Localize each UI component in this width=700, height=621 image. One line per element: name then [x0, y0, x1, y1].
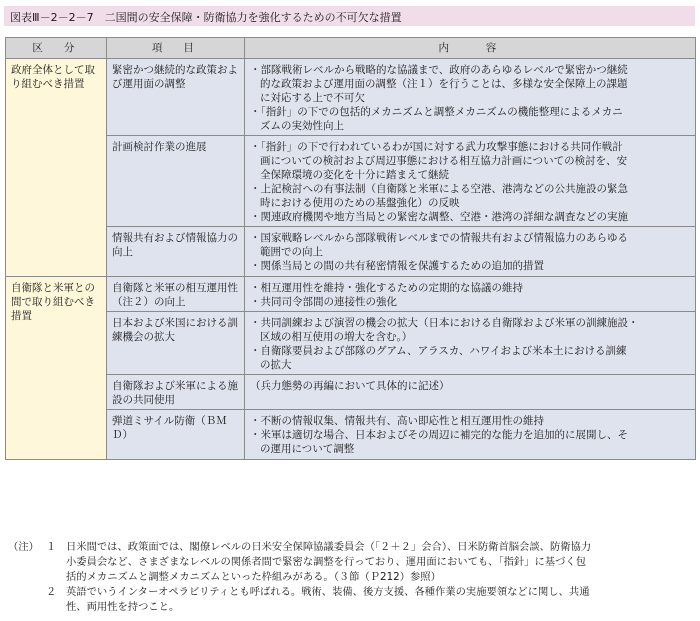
content-line: ・国家戦略レベルから部隊戦術レベルまでの情報共有および情報協力のあらゆる — [250, 232, 628, 244]
footnote-line: 性、両用性を持つこと。 — [66, 601, 180, 613]
content-line: ・米軍は適切な場合、日本およびその周辺に補完的な能力を追加的に展開し、そ — [250, 429, 628, 441]
footnote-line: 括的メカニズムと調整メカニズムといった枠組みがある。（３節（Ｐ212）参照） — [66, 571, 441, 583]
footnote — [8, 540, 696, 585]
content-line: 画についての検討および周辺事態における相互協力計画についての検討を、安 — [260, 155, 628, 167]
content-line: ・共同訓練および演習の機会の拡大（日本における自衛隊および米軍の訓練施設・ — [250, 317, 639, 329]
content-line: （兵力態勢の再編において具体的に記述） — [250, 380, 450, 392]
footnote-line: 日米間では、政策面では、閣僚レベルの日米安全保障協議委員会（「２＋２」会合）、日米防衛首脳会談、防衛協力 — [66, 541, 592, 553]
header-row — [6, 38, 696, 59]
footnote-line: 英語でいうインターオペラビリティとも呼ばれる。戦術、装備、後方支援、各種作業の実施要領などに関し、共通 — [66, 586, 590, 598]
table-row — [6, 227, 696, 277]
content-cell — [245, 375, 696, 410]
content-line: ・相互運用性を維持・強化するための定期的な協議の維持 — [250, 282, 523, 294]
item-cell: 計画検討作業の進展 — [107, 136, 245, 227]
footnote-label — [8, 585, 46, 615]
item-cell: 緊密かつ継続的な政策および運用面の調整 — [107, 59, 245, 136]
table-row — [6, 59, 696, 136]
content-cell — [245, 312, 696, 375]
content-line: 範囲での向上 — [260, 246, 323, 258]
content-cell — [245, 410, 696, 460]
content-line: ・不断の情報収集、情報共有、高い即応性と相互運用性の維持 — [250, 415, 544, 427]
content-line: の拡大 — [260, 359, 292, 371]
table-row — [6, 410, 696, 460]
content-line: ・「指針」の下での包括的メカニズムと調整メカニズムの機能整理によるメカニ — [250, 106, 623, 118]
item-cell: 自衛隊と米軍の相互運用性（注２）の向上 — [107, 277, 245, 312]
footnote-number: ２ — [46, 586, 57, 598]
measures-table — [5, 37, 696, 460]
content-cell — [245, 59, 696, 136]
table-body — [6, 59, 696, 460]
footnote-label: （注） — [8, 541, 39, 553]
content-line: に対応する上で不可欠 — [260, 92, 365, 104]
content-line: ・共同司令部間の連接性の強化 — [250, 296, 397, 308]
footnotes — [8, 540, 696, 615]
content-line: 全保障環境の変化を十分に踏まえて継続 — [260, 169, 449, 181]
content-line: ・関係当局との間の共有秘密情報を保護するための追加的措置 — [250, 260, 544, 272]
table-row — [6, 312, 696, 375]
content-line: ・上記検討への有事法制（自衛隊と米軍による空港、港湾などの公共施設の緊急 — [250, 183, 628, 195]
item-cell: 日本および米国における訓練機会の拡大 — [107, 312, 245, 375]
table-row — [6, 375, 696, 410]
footnote-number: １ — [46, 541, 57, 553]
category-cell: 政府全体として取り組むべき措置 — [6, 59, 107, 277]
header-item: 項 目 — [107, 38, 245, 59]
figure-title: 図表Ⅲ－2－2－7 二国間の安全保障・防衛協力を強化するための不可欠な措置 — [4, 6, 695, 26]
footnote — [8, 585, 696, 615]
item-cell: 情報共有および情報協力の向上 — [107, 227, 245, 277]
content-cell — [245, 136, 696, 227]
content-line: 時における使用のための基盤強化）の反映 — [260, 197, 460, 209]
content-line: ・自衛隊要員および部隊のグアム、アラスカ、ハワイおよび米本土における訓練 — [250, 345, 627, 357]
item-cell: 自衛隊および米軍による施設の共同使用 — [107, 375, 245, 410]
content-line: 的な政策および運用面の調整（注１）を行うことは、多様な安全保障上の課題 — [260, 78, 628, 90]
header-content: 内 容 — [245, 38, 696, 59]
item-cell: 弾道ミサイル防衛（ＢＭＤ） — [107, 410, 245, 460]
content-line: ・「指針」の下で行われているわが国に対する武力攻撃事態における共同作戦計 — [250, 141, 623, 153]
table-row — [6, 277, 696, 312]
category-cell: 自衛隊と米軍との間で取り組むべき措置 — [6, 277, 107, 460]
content-line: ・関連政府機関や地方当局との緊密な調整、空港・港湾の詳細な調査などの実施 — [250, 211, 628, 223]
header-category: 区 分 — [6, 38, 107, 59]
content-line: の運用について調整 — [260, 443, 355, 455]
footnote-text — [66, 540, 696, 585]
footnote-text — [66, 585, 696, 615]
content-cell — [245, 227, 696, 277]
content-cell — [245, 277, 696, 312]
table-row — [6, 136, 696, 227]
content-line: ・部隊戦術レベルから戦略的な協議まで、政府のあらゆるレベルで緊密かつ継続 — [250, 64, 628, 76]
content-line: ズムの実効性向上 — [260, 120, 344, 132]
content-line: 区域の相互使用の増大を含む。） — [260, 331, 413, 343]
footnote-line: 小委員会など、さまざまなレベルの関係者間で緊密な調整を行っており、運用面においても、「指針」に基づく包 — [66, 556, 586, 568]
